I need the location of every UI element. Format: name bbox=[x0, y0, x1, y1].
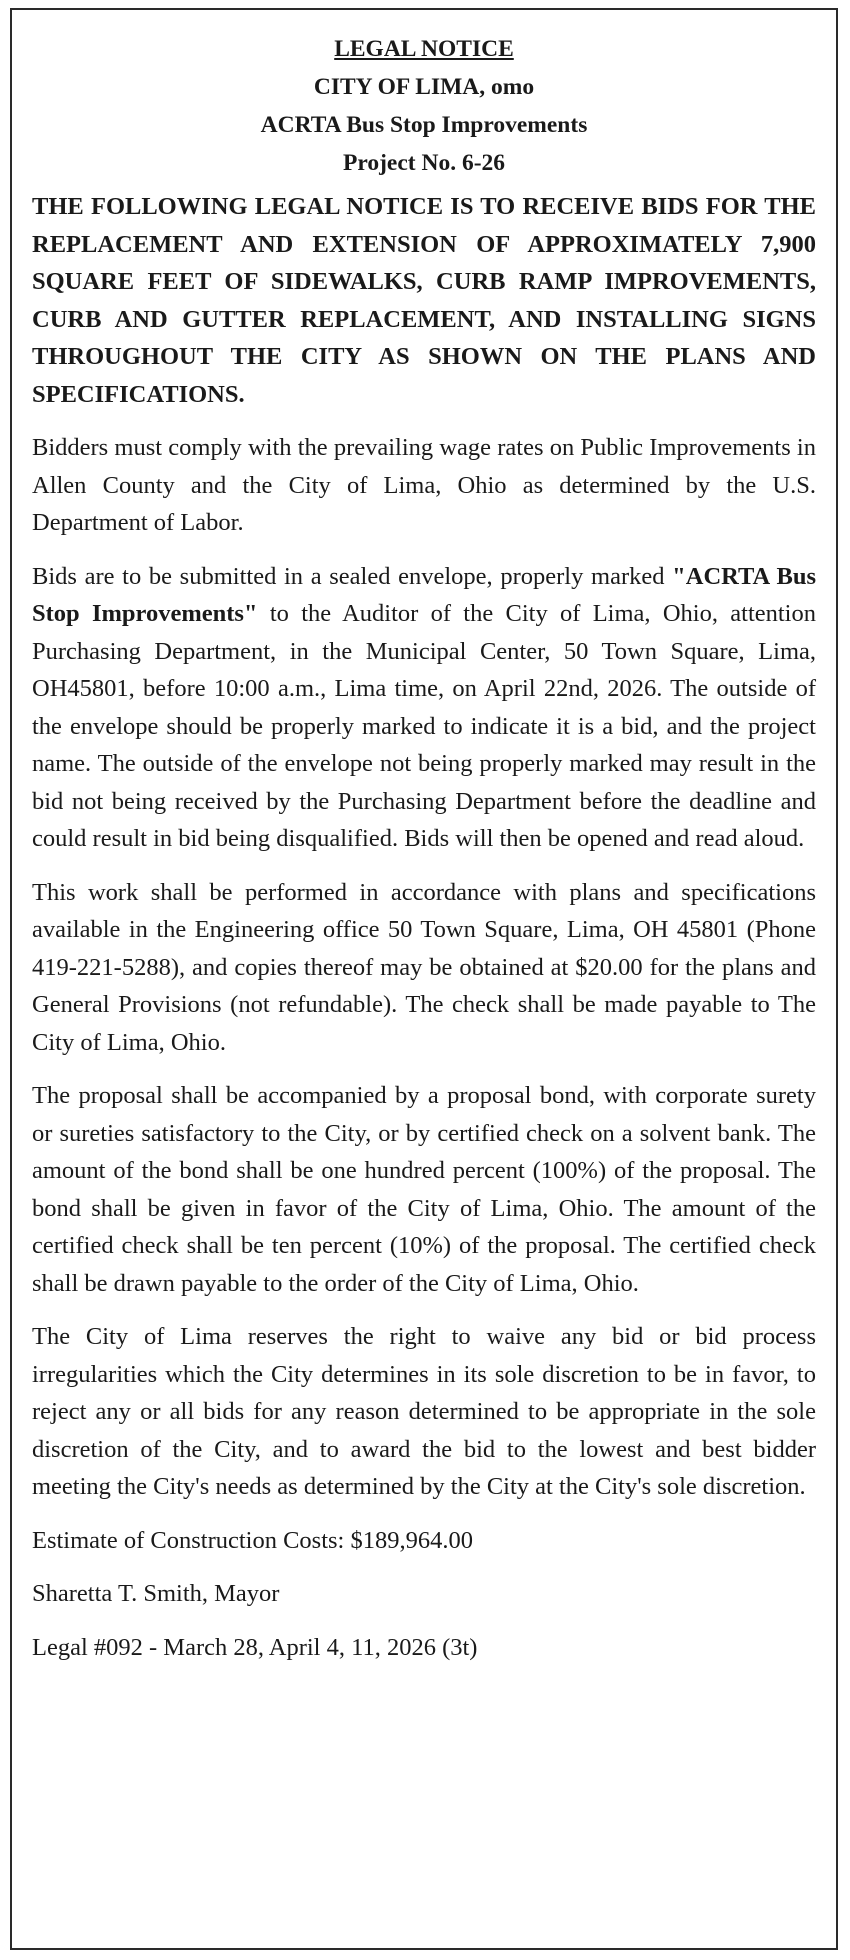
legal-notice-frame bbox=[10, 8, 838, 1950]
bid-submission-intro: Bids are to be submitted in a sealed envelope, properly marked bbox=[32, 562, 665, 590]
notice-title: LEGAL NOTICE bbox=[334, 36, 514, 62]
bond-paragraph: The proposal shall be accompanied by a proposal bond, with corporate surety or sureties satisfactory to the City, or by certified check on a solvent bank. The amount of the bond shall be one hundred percent (100%) of the proposal. The bond shall be given in favor of the City of Lima, Ohio. The amount of the certified check shall be ten percent (10%) of the proposal. The certified check shall be drawn payable to the order of the City of Lima, Ohio. bbox=[32, 1082, 816, 1297]
rights-paragraph: The City of Lima reserves the right to waive any bid or bid process irregularities which the City determines in its sole discretion to be in favor, to reject any or all bids for any reason determined to be appropriate in the sole discretion of the City, and to award the bid to the lowest and best bidder meeting the City's needs as determined by the City at the City's sole discretion. bbox=[32, 1323, 816, 1500]
bid-submission-details: to the Auditor of the City of Lima, Ohio, attention Purchasing Department, in the Municipal Center, 50 Town Square, Lima, OH45801, before 10:00 a.m., Lima time, on April 22nd, 2026. The outside of the envelope should be properly marked to indicate it is a bid, and the project name. The outside of the envelope not being properly marked may result in the bid not being received by the Purchasing Department before the deadline and could result in bid being disqualified. Bids will then be opened and read aloud. bbox=[32, 600, 816, 852]
notice-header bbox=[32, 30, 816, 182]
notice-project-name: ACRTA Bus Stop Improvements bbox=[260, 112, 588, 138]
mayor-signature: Sharetta T. Smith, Mayor bbox=[32, 1580, 280, 1607]
notice-lead-paragraph: THE FOLLOWING LEGAL NOTICE IS TO RECEIVE BIDS FOR THE REPLACEMENT AND EXTENSION OF APPROXIMATELY 7,900 SQUARE FEET OF SIDEWALKS, CURB RAMP IMPROVEMENTS, CURB AND GUTTER REPLACEMENT, AND INSTALLING SIGNS THROUGHOUT THE CITY AS SHOWN ON THE PLANS AND SPECIFICATIONS. bbox=[32, 193, 816, 408]
wage-paragraph: Bidders must comply with the prevailing wage rates on Public Improvements in Allen County and the City of Lima, Ohio as determined by the U.S. Department of Labor. bbox=[32, 434, 816, 536]
notice-city: CITY OF LIMA, omo bbox=[313, 74, 535, 100]
bid-submission-paragraph bbox=[32, 558, 816, 858]
legal-publication-line: Legal #092 - March 28, April 4, 11, 2026 (3t) bbox=[32, 1633, 478, 1661]
plans-paragraph: This work shall be performed in accordance with plans and specifications available in the Engineering office 50 Town Square, Lima, OH 45801 (Phone 419-221-5288), and copies thereof may be obtained at $20.00 for the plans and General Provisions (not refundable). The check shall be made payable to The City of Lima, Ohio. bbox=[32, 878, 816, 1056]
bid-envelope-marking: "ACRTA Bus Stop Improvements" bbox=[32, 562, 817, 627]
notice-project-number: Project No. 6-26 bbox=[342, 150, 506, 176]
legal-notice-body bbox=[32, 30, 816, 1666]
cost-estimate: Estimate of Construction Costs: $189,964.00 bbox=[32, 1526, 473, 1554]
